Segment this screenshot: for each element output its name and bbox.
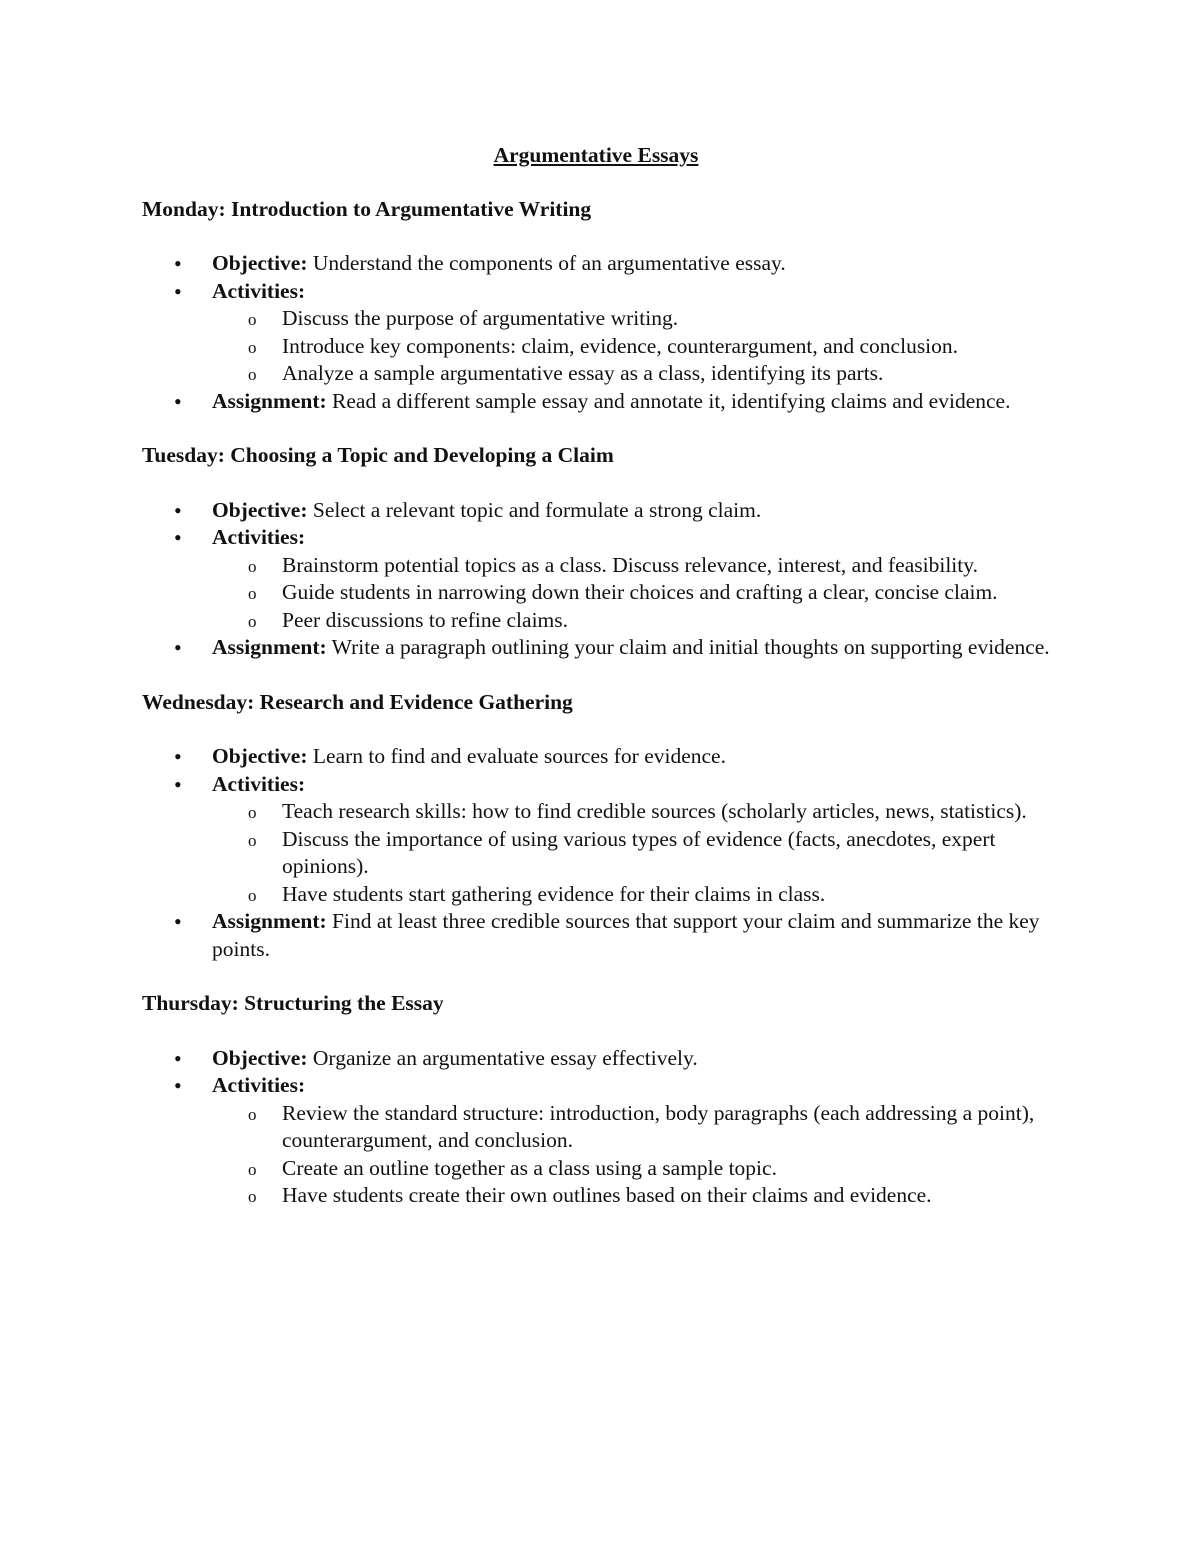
activity-item: o Analyze a sample argumentative essay as a class, identifying its parts. <box>212 360 1050 388</box>
activities-label: Activities: <box>212 525 306 549</box>
day-section-thursday <box>142 990 1050 1210</box>
assignment-item <box>142 388 1050 416</box>
activity-item: o Create an outline together as a class using a sample topic. <box>212 1155 1050 1183</box>
assignment-label: Assignment: <box>212 388 327 413</box>
activity-item: o Teach research skills: how to find credible sources (scholarly articles, news, statistics). <box>212 798 1050 826</box>
objective-text: Select a relevant topic and formulate a strong claim. <box>312 497 762 522</box>
activities-list <box>212 305 1050 388</box>
activity-item: o Have students create their own outlines based on their claims and evidence. <box>212 1182 1050 1210</box>
activities-label: Activities: <box>212 771 306 796</box>
activity-item: o Introduce key components: claim, evidence, counterargument, and conclusion. <box>212 333 1050 361</box>
assignment-label: Assignment: <box>212 635 327 659</box>
activity-item: o Guide students in narrowing down their choices and crafting a clear, concise claim. <box>212 579 1050 607</box>
activity-item: o Peer discussions to refine claims. <box>212 607 1050 635</box>
objective-label: Objective: <box>212 1045 308 1070</box>
day-heading: Tuesday: Choosing a Topic and Developing a Claim <box>142 443 614 467</box>
day-section-tuesday <box>142 442 1050 662</box>
day-heading: Wednesday: Research and Evidence Gathering <box>142 689 573 714</box>
day-bullet-list <box>142 1045 1050 1210</box>
assignment-text: Read a different sample essay and annotate it, identifying claims and evidence. <box>332 388 1011 413</box>
day-section-monday <box>142 196 1050 416</box>
objective-label: Objective: <box>212 744 308 768</box>
activity-item: o Review the standard structure: introduction, body paragraphs (each addressing a point), counterargument, and conclusion. <box>212 1100 1050 1155</box>
objective-label: Objective: <box>212 497 308 522</box>
day-bullet-list <box>142 743 1050 963</box>
objective-label: Objective: <box>212 251 308 275</box>
document-title: Argumentative Essays <box>493 143 699 167</box>
day-heading: Monday: Introduction to Argumentative Writing <box>142 196 592 221</box>
objective-text: Understand the components of an argumentative essay. <box>312 251 786 275</box>
activity-item: o Have students start gathering evidence for their claims in class. <box>212 881 1050 909</box>
activities-item <box>142 278 1050 388</box>
day-bullet-list <box>142 497 1050 662</box>
assignment-item <box>142 908 1050 963</box>
assignment-text: Write a paragraph outlining your claim and initial thoughts on supporting evidence. <box>331 635 1050 659</box>
activities-list <box>212 1100 1050 1210</box>
objective-item <box>142 250 1050 278</box>
day-section-wednesday <box>142 689 1050 964</box>
activities-list <box>212 552 1050 635</box>
activity-item: o Discuss the purpose of argumentative writing. <box>212 305 1050 333</box>
activities-label: Activities: <box>212 1073 306 1097</box>
activity-item: o Brainstorm potential topics as a class. Discuss relevance, interest, and feasibility. <box>212 552 1050 580</box>
activities-item <box>142 771 1050 909</box>
objective-text: Learn to find and evaluate sources for evidence. <box>312 744 726 768</box>
assignment-text: Find at least three credible sources that support your claim and summarize the key points. <box>212 909 1040 961</box>
activity-item: o Discuss the importance of using various types of evidence (facts, anecdotes, expert opinions). <box>212 826 1050 881</box>
activities-item <box>142 524 1050 634</box>
objective-item <box>142 497 1050 525</box>
activities-list <box>212 798 1050 908</box>
assignment-item <box>142 634 1050 662</box>
day-heading: Thursday: Structuring the Essay <box>142 991 444 1015</box>
objective-item <box>142 1045 1050 1073</box>
assignment-label: Assignment: <box>212 909 327 933</box>
objective-text: Organize an argumentative essay effectively. <box>312 1045 698 1070</box>
objective-item <box>142 743 1050 771</box>
activities-label: Activities: <box>212 278 306 303</box>
day-bullet-list <box>142 250 1050 415</box>
activities-item <box>142 1072 1050 1210</box>
